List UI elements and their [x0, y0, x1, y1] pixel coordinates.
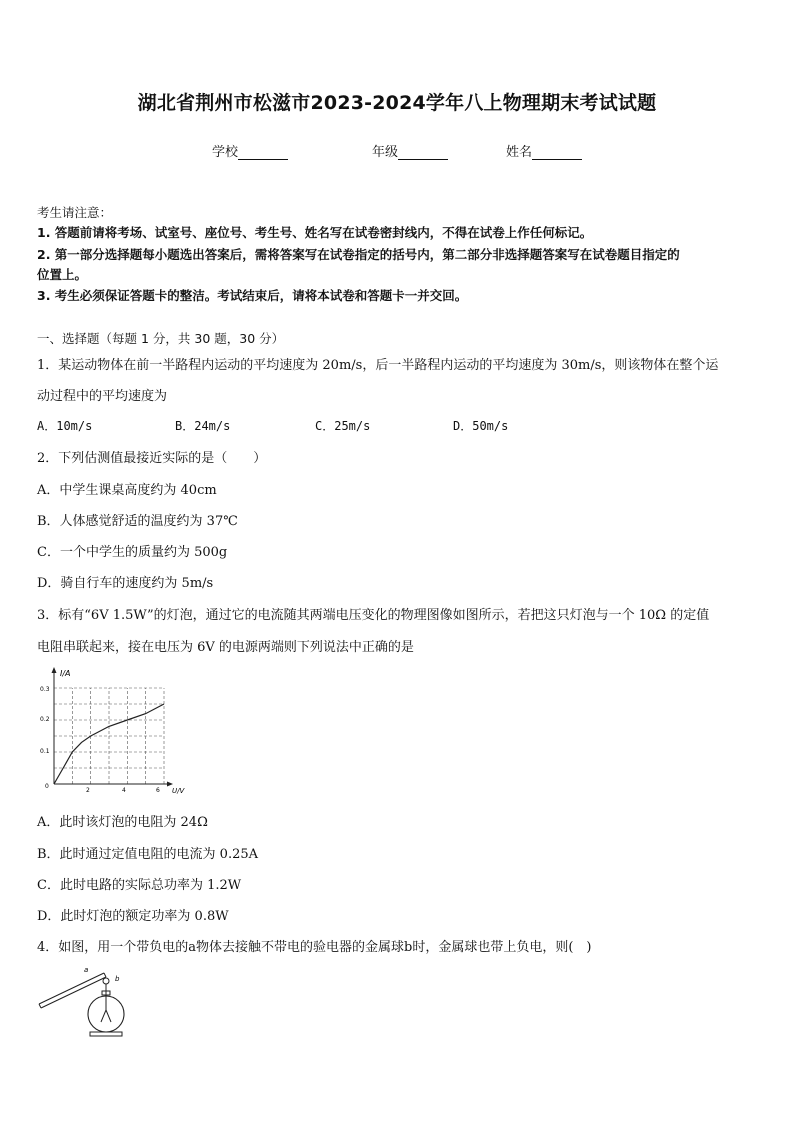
page-title: 湖北省荆州市松滋市2023-2024学年八上物理期末考试试题: [137, 92, 657, 114]
graph-grid: [54, 688, 164, 784]
name-blank: [532, 145, 582, 160]
label-b: b: [115, 975, 120, 983]
q2-option-b: B．人体感觉舒适的温度约为 37℃: [37, 514, 238, 529]
x-axis-label: U/V: [172, 787, 185, 795]
metal-foils: [101, 1010, 111, 1022]
y-tick-0.2: 0.2: [40, 716, 50, 723]
iu-graph: [36, 664, 186, 800]
school-label: 学校: [212, 145, 239, 160]
q3-option-c: C．此时电路的实际总功率为 1.2W: [37, 878, 242, 893]
q3-option-b: B．此时通过定值电阻的电流为 0.25A: [37, 847, 259, 862]
q4-stem: 4．如图，用一个带负电的a物体去接触不带电的验电器的金属球b时，金属球也带上负电，则( ): [37, 940, 592, 955]
q1-option-a: A．10m/s: [37, 419, 93, 433]
q3-stem: 3．标有“6V 1.5W”的灯泡，通过它的电流随其两端电压变化的物理图像如图所示，若把这只灯泡与一个 10Ω 的定值: [37, 608, 710, 623]
q3-stem-cont: 电阻串联起来，接在电压为 6V 的电源两端则下列说法中正确的是: [37, 640, 414, 655]
notice-item-1: 1. 答题前请将考场、试室号、座位号、考生号、姓名写在试卷密封线内，不得在试卷上作任何标记。: [37, 225, 593, 240]
q3-option-a: A．此时该灯泡的电阻为 24Ω: [37, 815, 208, 830]
label-a: a: [84, 966, 89, 974]
notice-item-2-cont: 位置上。: [37, 267, 88, 282]
x-tick-4: 4: [122, 787, 126, 794]
school-field: [212, 141, 288, 160]
notice-item-3: 3. 考生必须保证答题卡的整洁。考试结束后，请将本试卷和答题卡一并交回。: [37, 288, 468, 303]
x-axis-arrow: [167, 782, 173, 787]
q1-stem-cont: 动过程中的平均速度为: [37, 389, 168, 404]
section-heading: 一、选择题（每题 1 分，共 30 题，30 分）: [37, 331, 285, 346]
school-blank: [238, 145, 288, 160]
grade-label: 年级: [372, 145, 399, 160]
q1-stem: 1．某运动物体在前一半路程内运动的平均速度为 20m/s，后一半路程内运动的平均速度为 30m/s，则该物体在整个运: [37, 358, 719, 373]
q2-option-d: D．骑自行车的速度约为 5m/s: [37, 576, 214, 591]
q1-option-b: B．24m/s: [175, 419, 231, 433]
y-tick-0.3: 0.3: [40, 686, 50, 693]
origin-label: 0: [45, 783, 49, 790]
q1-option-d: D．50m/s: [453, 419, 509, 433]
y-tick-0.1: 0.1: [40, 748, 50, 755]
q1-option-c: C．25m/s: [315, 419, 371, 433]
notice-heading: 考生请注意：: [37, 205, 113, 220]
grade-blank: [398, 145, 448, 160]
x-tick-2: 2: [86, 787, 90, 794]
rod-a: [39, 973, 106, 1008]
name-label: 姓名: [506, 145, 533, 160]
q2-option-a: A．中学生课桌高度约为 40cm: [37, 483, 217, 498]
metal-ball-b: [103, 978, 109, 984]
electroscope-figure: [36, 964, 136, 1040]
q3-option-d: D．此时灯泡的额定功率为 0.8W: [37, 909, 229, 924]
q2-stem: 2．下列估测值最接近实际的是（ ）: [37, 451, 267, 466]
grade-field: [372, 141, 448, 160]
x-tick-6: 6: [156, 787, 160, 794]
name-field: [506, 141, 582, 160]
electroscope-base: [90, 1032, 122, 1036]
q2-option-c: C．一个中学生的质量约为 500g: [37, 545, 228, 560]
notice-item-2: 2. 第一部分选择题每小题选出答案后，需将答案写在试卷指定的括号内，第二部分非选择题答案写在试卷题目指定的: [37, 247, 680, 262]
y-axis-label: I/A: [60, 669, 71, 678]
y-axis-arrow: [52, 667, 57, 673]
